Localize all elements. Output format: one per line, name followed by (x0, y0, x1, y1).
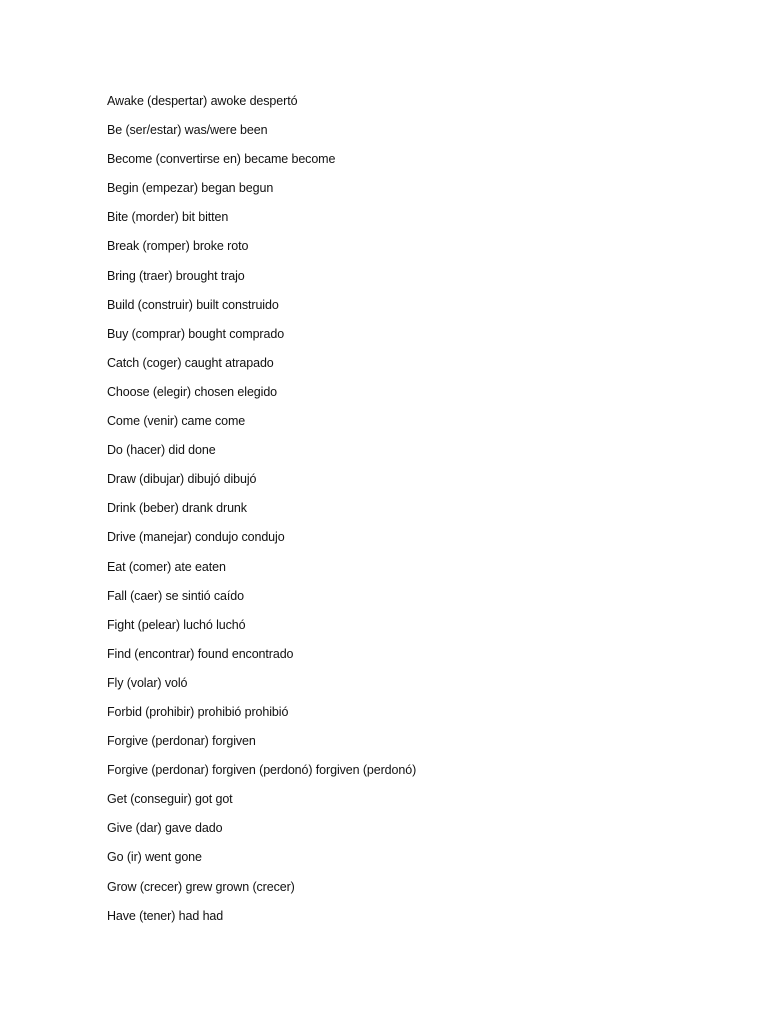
verb-line: Fight (pelear) luchó luchó (107, 617, 246, 632)
verb-line: Eat (comer) ate eaten (107, 559, 226, 574)
verb-line: Do (hacer) did done (107, 443, 216, 458)
irregular-verb-list (107, 92, 416, 936)
verb-line: Draw (dibujar) dibujó dibujó (107, 472, 257, 487)
verb-line: Fall (caer) se sintió caído (107, 588, 244, 603)
verb-line: Buy (comprar) bought comprado (107, 326, 285, 341)
verb-line: Give (dar) gave dado (107, 821, 223, 836)
verb-line: Be (ser/estar) was/were been (107, 123, 268, 138)
verb-line: Become (convertirse en) became become (107, 152, 336, 167)
verb-line: Go (ir) went gone (107, 850, 202, 865)
verb-line: Grow (crecer) grew grown (crecer) (107, 879, 295, 894)
verb-line: Get (conseguir) got got (107, 792, 233, 807)
verb-line: Bite (morder) bit bitten (107, 210, 229, 225)
verb-line: Awake (despertar) awoke despertó (107, 94, 298, 108)
verb-line: Drink (beber) drank drunk (107, 501, 247, 516)
verb-line: Catch (coger) caught atrapado (107, 355, 274, 370)
verb-line: Choose (elegir) chosen elegido (107, 384, 278, 399)
verb-line: Build (construir) built construido (107, 297, 279, 312)
verb-line: Find (encontrar) found encontrado (107, 646, 294, 661)
verb-line: Forgive (perdonar) forgiven (107, 734, 256, 749)
verb-line: Break (romper) broke roto (107, 239, 249, 254)
verb-line: Have (tener) had had (107, 908, 224, 923)
verb-line: Forgive (perdonar) forgiven (perdonó) forgiven (perdonó) (107, 763, 417, 778)
verb-line: Come (venir) came come (107, 414, 246, 429)
verb-line: Forbid (prohibir) prohibió prohibió (107, 704, 289, 719)
verb-line: Drive (manejar) condujo condujo (107, 530, 285, 545)
verb-line: Fly (volar) voló (107, 675, 188, 690)
verb-line: Bring (traer) brought trajo (107, 268, 245, 283)
verb-line: Begin (empezar) began begun (107, 181, 274, 196)
